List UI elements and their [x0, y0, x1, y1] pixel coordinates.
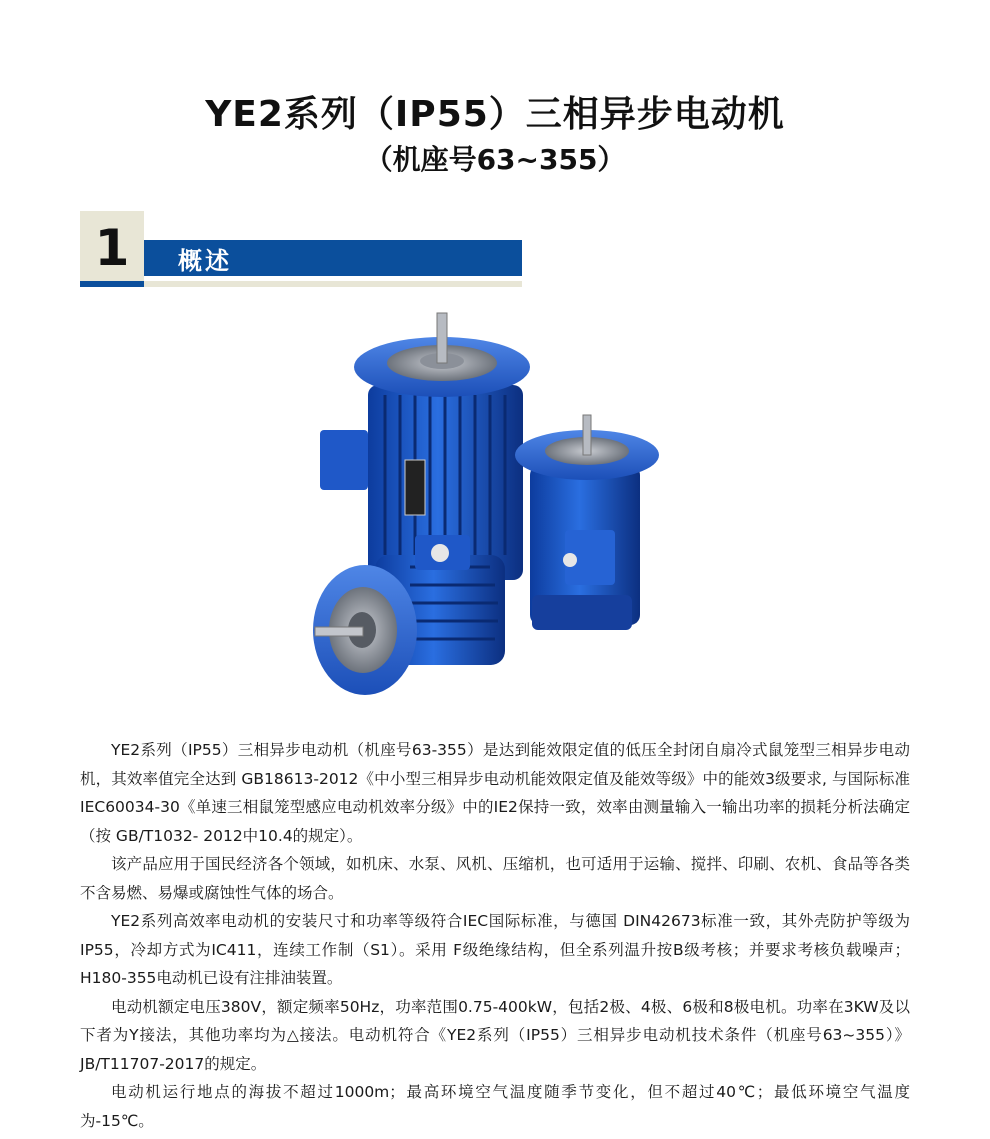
- paragraph: YE2系列高效率电动机的安装尺寸和功率等级符合IEC国际标准，与德国 DIN42673标准一致，其外壳防护等级为IP55，冷却方式为IC411，连续工作制（S1）。采用 F级绝缘结构，但全系列温升按B级考核；并要求考核负载噪声；H180-355电动机已设有注排油装置。: [80, 912, 910, 987]
- section-number: 1: [80, 211, 144, 284]
- overview-body: [80, 736, 910, 1135]
- page-title: YE2系列（IP55）三相异步电动机: [205, 94, 785, 135]
- paragraph: 电动机运行地点的海拔不超过1000m；最高环境空气温度随季节变化，但不超过40℃；最低环境空气温度为-15℃。: [80, 1083, 910, 1130]
- section-divider: [144, 281, 522, 287]
- section-header-bar: [144, 240, 522, 276]
- section-title: 概述: [178, 246, 232, 275]
- section-divider: [80, 281, 144, 287]
- paragraph: YE2系列（IP55）三相异步电动机（机座号63-355）是达到能效限定值的低压全封闭自扇冷式鼠笼型三相异步电动机，其效率值完全达到 GB18613-2012《中小型三相异步电动机能效限定值及能效等级》中的能效3级要求, 与国际标准IEC60034-30《单速三相鼠笼型感应电动机效率分级》中的IE2保持一致，效率由测量输入一输出功率的损耗分析法确定（按 GB/T1032- 2012中10.4的规定）。: [80, 741, 910, 845]
- paragraph: 电动机额定电压380V，额定频率50Hz，功率范围0.75-400kW，包括2极、4极、6极和8极电机。功率在3KW及以下者为Y接法，其他功率均为△接法。电动机符合《YE2系列（IP55）三相异步电动机技术条件（机座号63~355）》JB/T11707-2017的规定。: [80, 997, 910, 1073]
- motor-front: [313, 535, 505, 695]
- electric-motors-photo: [300, 305, 680, 715]
- paragraph: 该产品应用于国民经济各个领域，如机床、水泵、风机、压缩机，也可适用于运输、搅拌、印刷、农机、食品等各类不含易燃、易爆或腐蚀性气体的场合。: [80, 855, 910, 902]
- page-subtitle: （机座号63~355）: [364, 143, 626, 176]
- motor-small-right: [515, 415, 659, 630]
